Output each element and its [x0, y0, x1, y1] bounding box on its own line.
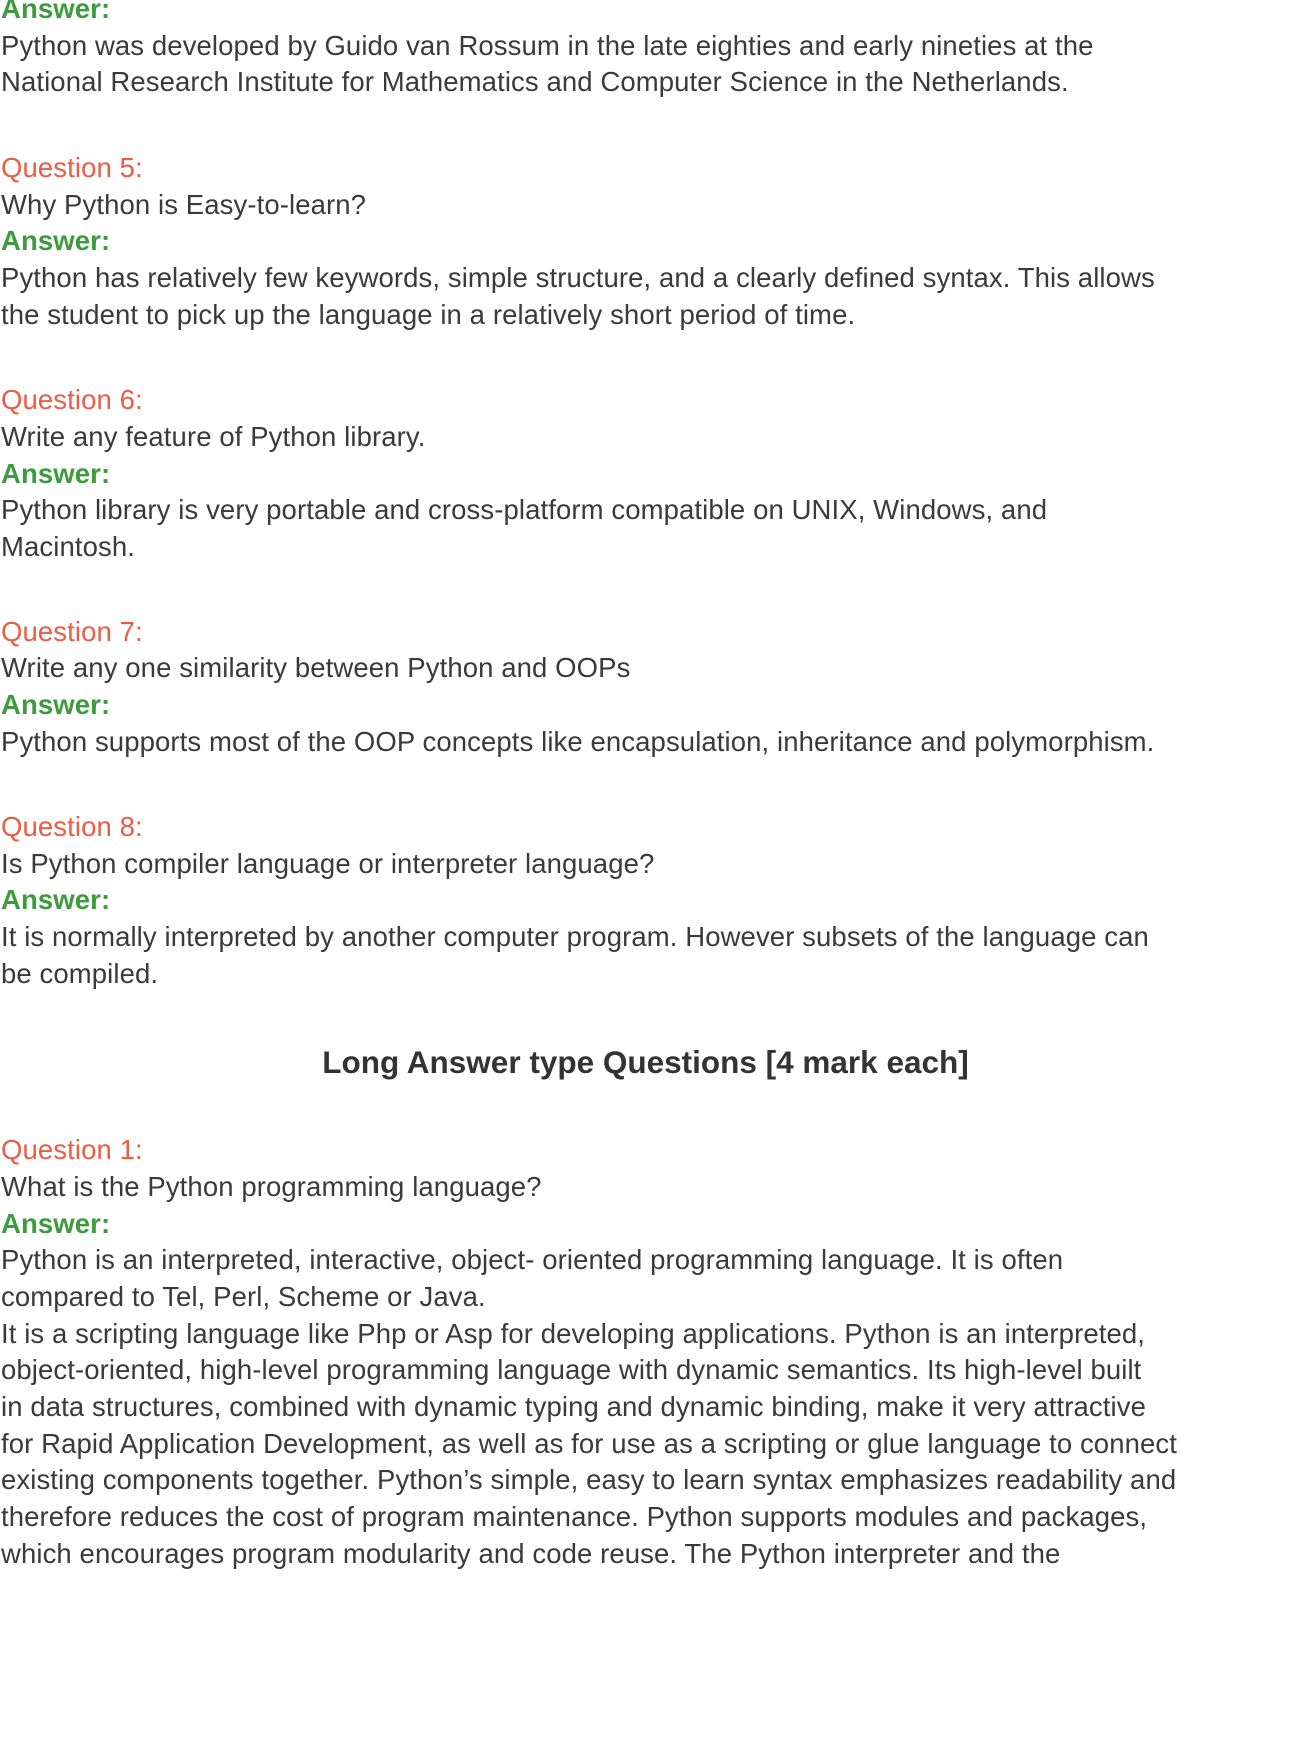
- question-text: Write any feature of Python library.: [1, 421, 426, 452]
- question-text: What is the Python programming language?: [1, 1171, 542, 1202]
- answer-label: Answer:: [1, 884, 111, 915]
- answer-text-line: Python library is very portable and cross-platform compatible on UNIX, Windows, and: [1, 494, 1048, 525]
- question-text: Is Python compiler language or interpreter language?: [1, 848, 655, 879]
- answer-text-line: the student to pick up the language in a relatively short period of time.: [1, 299, 856, 330]
- answer-label: Answer:: [1, 225, 111, 256]
- answer-label: Answer:: [1, 689, 111, 720]
- question-text: Write any one similarity between Python and OOPs: [1, 652, 631, 683]
- answer-text-line: Macintosh.: [1, 531, 135, 562]
- answer-label: Answer:: [1, 458, 111, 489]
- answer-text-line: Python is an interpreted, interactive, object- oriented programming language. It is often: [1, 1244, 1064, 1275]
- section-title: Long Answer type Questions [4 mark each]: [322, 1044, 969, 1080]
- answer-text-line: Python has relatively few keywords, simple structure, and a clearly defined syntax. This allows: [1, 262, 1155, 293]
- answer-text-line: compared to Tel, Perl, Scheme or Java.: [1, 1281, 486, 1312]
- answer-text-line: It is a scripting language like Php or Asp for developing applications. Python is an interpreted,: [1, 1318, 1145, 1349]
- question-label: Question 7:: [1, 616, 143, 647]
- question-text: Why Python is Easy-to-learn?: [1, 189, 367, 220]
- answer-text-line: in data structures, combined with dynamic typing and dynamic binding, make it very attractive: [1, 1391, 1146, 1422]
- answer-text-line: Python supports most of the OOP concepts like encapsulation, inheritance and polymorphism.: [1, 726, 1155, 757]
- question-label: Question 5:: [1, 152, 143, 183]
- answer-text-line: object-oriented, high-level programming language with dynamic semantics. Its high-level built: [1, 1354, 1142, 1385]
- question-label: Question 1:: [1, 1134, 143, 1165]
- answer-label: Answer:: [1, 0, 111, 24]
- answer-text-line: Python was developed by Guido van Rossum in the late eighties and early nineties at the: [1, 30, 1094, 61]
- answer-text-line: It is normally interpreted by another computer program. However subsets of the language can: [1, 921, 1149, 952]
- question-label: Question 8:: [1, 811, 143, 842]
- question-label: Question 6:: [1, 384, 143, 415]
- answer-text-line: therefore reduces the cost of program maintenance. Python supports modules and packages,: [1, 1501, 1148, 1532]
- answer-text-line: for Rapid Application Development, as well as for use as a scripting or glue language to connect: [1, 1428, 1177, 1459]
- answer-text-line: National Research Institute for Mathematics and Computer Science in the Netherlands.: [1, 66, 1069, 97]
- answer-text-line: be compiled.: [1, 958, 159, 989]
- answer-text-line: which encourages program modularity and code reuse. The Python interpreter and the: [1, 1538, 1061, 1569]
- answer-label: Answer:: [1, 1208, 111, 1239]
- answer-text-line: existing components together. Python’s simple, easy to learn syntax emphasizes readability and: [1, 1464, 1177, 1495]
